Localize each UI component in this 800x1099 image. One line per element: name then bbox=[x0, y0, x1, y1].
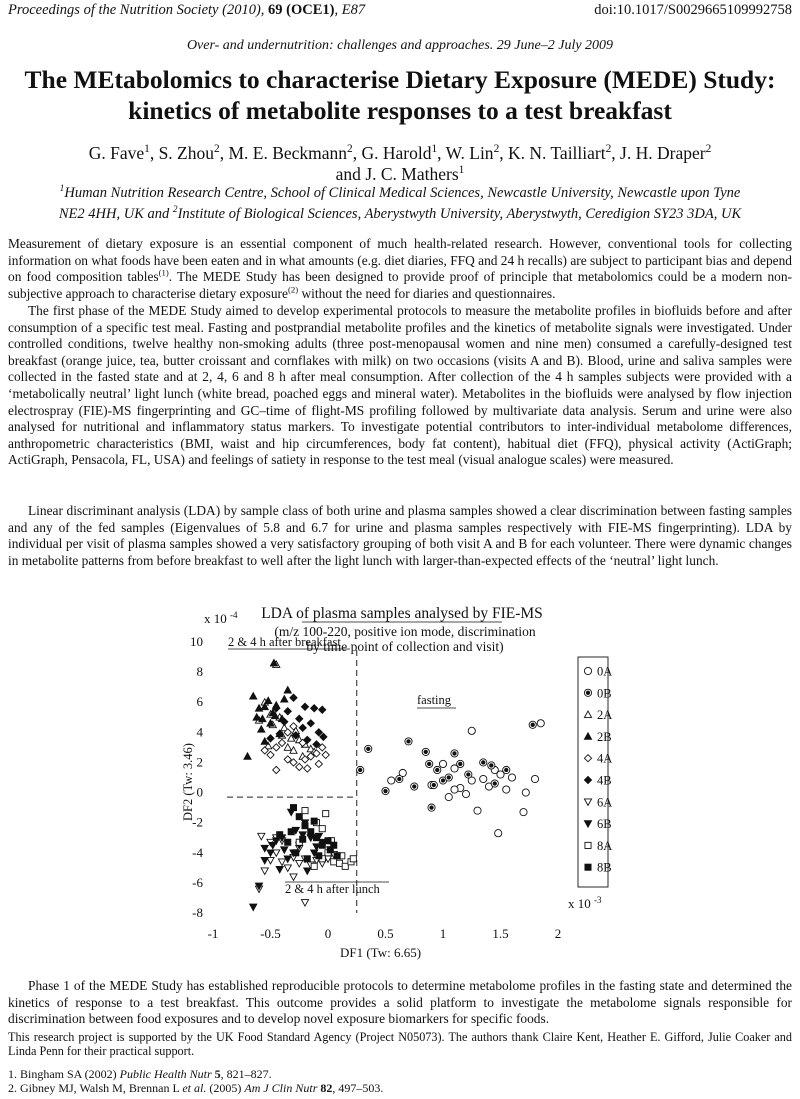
chart-root bbox=[181, 605, 612, 960]
point-4b bbox=[290, 694, 297, 701]
author: S. Zhou bbox=[158, 143, 215, 163]
point-6b bbox=[304, 868, 311, 874]
point-6a bbox=[258, 833, 265, 839]
point-8b bbox=[304, 856, 310, 862]
y-tick-label: -4 bbox=[192, 844, 203, 860]
point-6a bbox=[284, 865, 291, 871]
ref-journal: Public Health Nutr bbox=[119, 1067, 212, 1081]
point-0a bbox=[520, 809, 527, 816]
author-sup: 2 bbox=[705, 143, 712, 156]
title-line-2: kinetics of metabolite responses to a test breakfast bbox=[128, 96, 672, 125]
point-0b-core bbox=[489, 763, 493, 767]
author-line-1: G. Fave$^1$, S. Zhou$^2$, M. E. Beckmann$^2$, G. Harold$^1$, W. Lin$^2$, K. N. Tailliart$^2$, J. H. Draper$^2$ bbox=[88, 143, 712, 163]
point-4b bbox=[311, 705, 318, 712]
point-0a bbox=[388, 777, 395, 784]
para1-text-b: . The MEDE Study has been designed to provide proof of principle that metabolomics could be a modern non-subjective approach to characterise dietary exposure bbox=[8, 269, 792, 301]
point-8b bbox=[331, 842, 337, 848]
affiliation-line-1 bbox=[4, 183, 796, 204]
legend-label: 6B bbox=[597, 817, 612, 832]
legend-marker bbox=[585, 842, 591, 848]
legend-label: 2B bbox=[597, 729, 612, 744]
point-0b-core bbox=[397, 777, 401, 781]
conference-line: Over- and undernutrition: challenges and approaches. 29 June–2 July 2009 bbox=[186, 38, 614, 53]
annotation-fasting: fasting bbox=[417, 693, 452, 707]
ref-volume: 5 bbox=[214, 1067, 221, 1081]
x-tick-label: -0.5 bbox=[260, 926, 281, 941]
point-4a bbox=[304, 765, 311, 772]
affiliation-1-cont: NE2 4HH, UK and bbox=[58, 206, 170, 222]
point-6b bbox=[276, 866, 283, 872]
author-sup: 1 bbox=[144, 143, 150, 156]
y-tick-label: 0 bbox=[196, 784, 203, 800]
point-0a bbox=[474, 807, 481, 814]
affiliations bbox=[4, 183, 796, 225]
point-0b-core bbox=[435, 768, 439, 772]
point-0b-core bbox=[427, 762, 431, 766]
lda-scatter-figure bbox=[181, 600, 613, 965]
point-8b bbox=[316, 853, 322, 859]
point-0b-core bbox=[481, 760, 485, 764]
x-tick-label: 1.5 bbox=[492, 926, 509, 941]
legend-label: 4A bbox=[597, 751, 613, 766]
point-0b-core bbox=[358, 768, 362, 772]
running-header-doi[interactable]: doi:10.1017/S0029665109992758 bbox=[594, 2, 792, 18]
x-multiplier-exponent: -3 bbox=[594, 895, 602, 905]
point-0a bbox=[537, 720, 544, 727]
ref-authors: Gibney MJ, Walsh M, Brennan L bbox=[20, 1080, 180, 1095]
point-0a bbox=[480, 775, 487, 782]
point-4a bbox=[322, 751, 329, 758]
point-0b-core bbox=[406, 739, 410, 743]
legend-marker-core bbox=[586, 691, 590, 695]
legend-marker bbox=[585, 864, 591, 870]
point-0b-core bbox=[383, 789, 387, 793]
legend-label: 8B bbox=[597, 860, 612, 875]
y-multiplier-exponent: -4 bbox=[230, 610, 238, 620]
x-tick-label: 2 bbox=[554, 926, 562, 941]
author: W. Lin bbox=[445, 143, 494, 163]
ref-authors: Bingham SA (2002) bbox=[20, 1067, 117, 1081]
y-tick-label: -2 bbox=[192, 814, 203, 830]
legend-label: 0A bbox=[597, 664, 613, 679]
author: M. E. Beckmann bbox=[228, 143, 348, 163]
point-0a bbox=[462, 790, 469, 797]
point-0b-core bbox=[504, 768, 508, 772]
point-8b bbox=[293, 850, 299, 856]
point-2b bbox=[258, 726, 265, 732]
point-4a bbox=[273, 744, 280, 751]
series-0a bbox=[388, 720, 545, 837]
point-0a bbox=[508, 774, 515, 781]
ref-year: (2005) bbox=[206, 1080, 242, 1095]
author: K. N. Tailliart bbox=[508, 143, 606, 163]
chart-subtitle: by time point of collection and visit) bbox=[306, 639, 504, 654]
x-multiplier: x 10 $^{-3}$ bbox=[568, 895, 602, 911]
ref-num: 1. bbox=[8, 1067, 17, 1081]
journal-year: (2010), bbox=[222, 2, 265, 18]
point-8b bbox=[290, 805, 296, 811]
point-4a bbox=[273, 766, 280, 773]
point-0b-core bbox=[531, 723, 535, 727]
author-sup: 2 bbox=[347, 143, 353, 156]
point-8b bbox=[288, 829, 294, 835]
x-tick-label: 1 bbox=[439, 926, 447, 941]
legend-label: 2A bbox=[597, 708, 613, 723]
para1-text-a: Measurement of dietary exposure is an essential component of much health-related research. However, conventional tools for collecting information on what foods have been eaten and in what amounts (e.g. diet diaries, FFQ and 24 h recalls) are subject to participant bias and depend on food composition tables bbox=[8, 236, 792, 285]
running-header-journal bbox=[8, 2, 365, 19]
point-8b bbox=[285, 839, 291, 845]
point-6a bbox=[301, 900, 308, 906]
point-0b-core bbox=[452, 751, 456, 755]
point-4b bbox=[296, 715, 303, 722]
paragraph-1 bbox=[8, 236, 792, 302]
author: J. C. Mathers bbox=[365, 164, 459, 184]
author-sup: 1 bbox=[458, 164, 465, 177]
point-0a bbox=[445, 793, 452, 800]
point-6b bbox=[261, 857, 268, 863]
ref-journal: Am J Clin Nutr bbox=[244, 1080, 318, 1095]
acknowledgement: This research project is supported by the UK Food Standard Agency (Project N05073). The authors thank Claire Kent, Heather E. Gifford, Julie Coaker and Linda Penn for their practical support. bbox=[8, 1030, 792, 1058]
citation-1[interactable]: (1) bbox=[158, 267, 169, 278]
affiliation-1: Human Nutrition Research Centre, School of Clinical Medical Sciences, Newcastle University, Newcastle upon Tyne bbox=[64, 185, 741, 201]
chart-subtitle: (m/z 100-220, positive ion mode, discrimination bbox=[274, 624, 536, 639]
annotation-lunch: 2 & 4 h after lunch bbox=[285, 882, 380, 896]
x-tick-label: 0 bbox=[324, 926, 332, 941]
point-0a bbox=[522, 789, 529, 796]
affiliation-line-2 bbox=[4, 204, 796, 225]
reference-item bbox=[8, 1068, 383, 1082]
point-4b bbox=[299, 724, 306, 731]
ref-etal: et al. bbox=[182, 1080, 207, 1095]
point-0b-core bbox=[447, 775, 451, 779]
point-8a bbox=[323, 811, 329, 817]
y-tick-label: -8 bbox=[192, 905, 203, 920]
point-0a bbox=[451, 786, 458, 793]
point-2b bbox=[281, 696, 288, 702]
legend-label: 6A bbox=[597, 795, 613, 810]
annotation-breakfast: 2 & 4 h after breakfast bbox=[228, 635, 341, 649]
citation-2[interactable]: (2) bbox=[287, 284, 299, 295]
author-sup: 2 bbox=[605, 143, 612, 156]
chart-title: LDA of plasma samples analysed by FIE-MS bbox=[261, 605, 543, 622]
legend-label: 0B bbox=[597, 686, 612, 701]
point-0b-core bbox=[458, 762, 462, 766]
point-0a bbox=[503, 786, 510, 793]
point-8b bbox=[308, 829, 314, 835]
point-8a bbox=[311, 863, 317, 869]
point-0b-core bbox=[441, 778, 445, 782]
point-4b bbox=[307, 720, 314, 727]
point-0b-core bbox=[493, 781, 497, 785]
affiliation-sup: 2 bbox=[172, 205, 178, 216]
point-6b bbox=[250, 904, 257, 910]
point-4b bbox=[284, 708, 291, 715]
point-2b bbox=[244, 753, 251, 759]
point-8a bbox=[331, 859, 337, 865]
legend bbox=[578, 657, 612, 887]
point-8a bbox=[302, 808, 308, 814]
legend-marker bbox=[584, 667, 591, 674]
para1-text-c: without the need for diaries and questionnaires. bbox=[298, 285, 556, 301]
title-line-1: The MEtabolomics to characterise Dietary Exposure (MEDE) Study: bbox=[24, 65, 776, 94]
point-0b-core bbox=[366, 747, 370, 751]
x-axis-title: DF1 (Tw: 6.65) bbox=[339, 945, 422, 960]
reference-list bbox=[8, 1068, 383, 1095]
y-tick-label: 10 bbox=[190, 634, 203, 649]
ref-pages: , 821–827. bbox=[220, 1067, 272, 1081]
y-tick-label: 8 bbox=[196, 664, 203, 680]
point-8a bbox=[350, 856, 356, 862]
point-8a bbox=[342, 863, 348, 869]
affiliation-sup: 1 bbox=[59, 184, 65, 195]
y-tick-label: 4 bbox=[196, 724, 203, 740]
point-8a bbox=[336, 860, 342, 866]
point-0b-core bbox=[466, 772, 470, 776]
author: J. H. Draper bbox=[620, 143, 706, 163]
affiliation-2: Institute of Biological Sciences, Aberystwyth University, Aberystwyth, Ceredigion SY23 3DA, UK bbox=[177, 206, 742, 222]
point-8b bbox=[277, 832, 283, 838]
point-0b-core bbox=[424, 750, 428, 754]
journal-name: Proceedings of the Nutrition Society bbox=[8, 2, 219, 18]
author: G. Fave bbox=[88, 143, 145, 163]
point-0b-core bbox=[429, 805, 433, 809]
journal-page: , E87 bbox=[334, 2, 366, 18]
point-4a bbox=[267, 751, 274, 758]
point-2b bbox=[284, 687, 291, 693]
point-8b bbox=[319, 842, 325, 848]
point-4b bbox=[301, 703, 308, 710]
point-4a bbox=[278, 739, 285, 746]
y-tick-label: 2 bbox=[196, 754, 203, 770]
y-axis-title: DF2 (Tw: 3.46) bbox=[181, 743, 195, 821]
author-conjunction: and bbox=[335, 164, 361, 184]
author-sup: 2 bbox=[214, 143, 220, 156]
x-tick-label: 0.5 bbox=[377, 926, 394, 941]
point-6b bbox=[267, 850, 274, 856]
ref-pages: , 497–503. bbox=[332, 1080, 384, 1095]
point-4b bbox=[267, 735, 274, 742]
author-sup: 2 bbox=[493, 143, 500, 156]
y-tick-label: 6 bbox=[196, 694, 203, 710]
article-title bbox=[10, 64, 790, 126]
point-8b bbox=[334, 853, 340, 859]
point-6b bbox=[281, 847, 288, 853]
point-6a bbox=[290, 874, 297, 880]
y-multiplier: x 10 $^{-4}$ bbox=[204, 610, 238, 626]
author-sup: 1 bbox=[431, 143, 438, 156]
point-8a bbox=[319, 826, 325, 832]
point-2b bbox=[255, 705, 262, 711]
point-0b-core bbox=[412, 784, 416, 788]
journal-volume: 69 (OCE1) bbox=[268, 2, 335, 18]
point-8b bbox=[325, 838, 331, 844]
x-tick-label: -1 bbox=[207, 926, 219, 941]
point-8b bbox=[296, 814, 302, 820]
point-4b bbox=[319, 706, 326, 713]
point-2a bbox=[284, 744, 291, 750]
point-0a bbox=[495, 830, 502, 837]
y-tick-label: -6 bbox=[192, 874, 203, 890]
legend-label: 8A bbox=[597, 838, 613, 853]
point-0a bbox=[531, 775, 538, 782]
point-0a bbox=[439, 760, 446, 767]
point-6a bbox=[296, 860, 303, 866]
author-line-2 bbox=[10, 164, 790, 185]
point-2b bbox=[250, 693, 257, 699]
point-4a bbox=[315, 760, 322, 767]
paragraph-3: Linear discriminant analysis (LDA) by sample class of both urine and plasma samples showed a clear discrimination between fasting samples and any of the fed samples (Eigenvalues of 5.8 and 6.7 for urine and plasma samples respectively with FIE-MS fingerprinting). LDA by individual per visit of plasma samples showed a very satisfactory grouping of both visit A and B for each volunteer. There were dynamic changes in metabolite patterns from before breakfast to well after the light lunch with larger-than-expected effects of the ‘neutral’ light lunch. bbox=[8, 503, 792, 568]
point-8b bbox=[300, 836, 306, 842]
paragraph-4: Phase 1 of the MEDE Study has established reproducible protocols to determine metabolome profiles in the fasting state and determined the kinetics of response to a test breakfast. This outcome provides a solid platform to investigate the metabolome signals responsible for discrimination between food exposures and to develop novel exposure biomarkers for specific foods. bbox=[8, 978, 792, 1027]
ref-volume: 82 bbox=[320, 1080, 333, 1095]
reference-item bbox=[8, 1082, 383, 1096]
point-8b bbox=[311, 818, 317, 824]
ref-num: 2. bbox=[8, 1080, 17, 1095]
point-8b bbox=[313, 835, 319, 841]
paragraph-2: The first phase of the MEDE Study aimed to develop experimental protocols to measure the metabolite profiles in biofluids before and after consumption of a specific test meal. Fasting and postprandial metabolite profiles and the kinetics of metabolite signals were investigated. Under controlled conditions, twelve healthy non-smoking adults (three post-menopausal women and nine men) consumed a carefully-designed test breakfast (orange juice, tea, butter croissant and cornflakes with milk) on two occasions (visits A and B). Blood, urine and saliva samples were collected in the fasted state and at 2, 4, 6 and 8 h after meal consumption. After collection of the 4 h samples subjects were provided with a ‘metabolically neutral’ light lunch (white bread, poached eggs and mineral water). Metabolites in the biofluids were analysed by flow injection electrospray (FIE)-MS fingerprinting and GC–time of flight-MS profiling followed by multivariate data analysis. Serum and urine were also analysed for nutritional and inflammatory status markers. To investigate potential contributors to inter-individual metabolome differences, anthropometric characteristics (BMI, waist and hip circumferences, body fat content), habitual diet (FFQ), physical activity (ActiGraph; ActiGraph, Pensacola, FL, USA) and feelings of satiety in response to the test meal (visual analogue scales) were measured. bbox=[8, 303, 792, 468]
point-8b bbox=[302, 823, 308, 829]
point-4a bbox=[296, 763, 303, 770]
author-list bbox=[10, 143, 790, 185]
point-6a bbox=[278, 859, 285, 865]
point-6a bbox=[261, 868, 268, 874]
legend-label: 4B bbox=[597, 773, 612, 788]
point-0a bbox=[468, 727, 475, 734]
author: G. Harold bbox=[361, 143, 432, 163]
point-0b-core bbox=[432, 783, 436, 787]
